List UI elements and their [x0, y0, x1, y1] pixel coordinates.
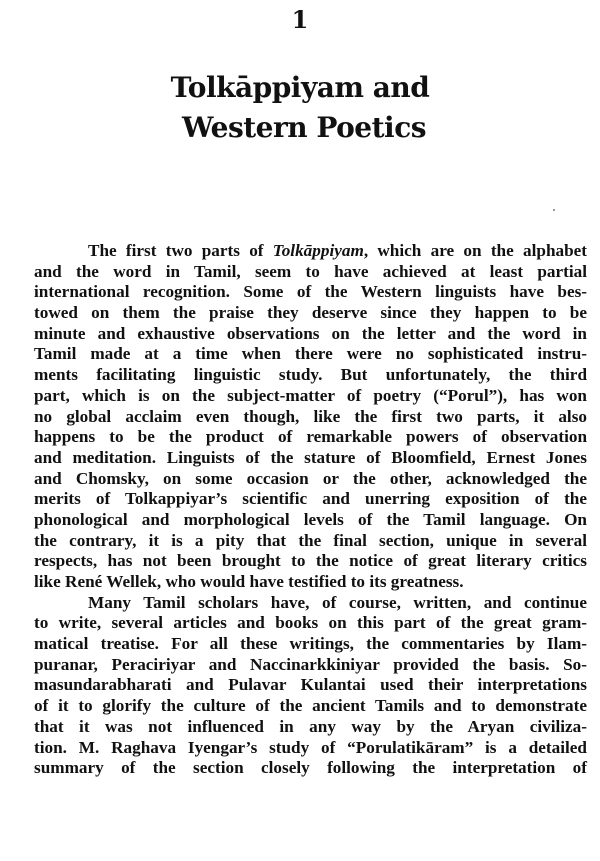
text-line: happens to be the product of remarkable powers of observation [34, 427, 587, 447]
text-line: the contrary, it is a pity that the final section, unique in several [34, 530, 587, 550]
body-text [34, 241, 587, 779]
text-line: phonological and morphological levels of the Tamil language. On [34, 509, 587, 529]
text-line: like René Wellek, who would have testified to its greatness. [34, 572, 464, 591]
text-line: merits of Tolkappiyar’s scientific and unerring exposition of the [34, 489, 587, 509]
text-line: respects, has not been brought to the notice of great literary critics [34, 551, 587, 571]
text-line: matical treatise. For all these writings, the commentaries by Ilam- [34, 634, 587, 654]
text-line: and meditation. Linguists of the stature of Bloomfield, Ernest Jones [34, 447, 587, 467]
text-line: ments facilitating linguistic study. But unfortunately, the third [34, 365, 587, 385]
text-run: Many Tamil scholars have, of course, written, and continue [88, 592, 587, 612]
text-line: no global acclaim even though, like the first two parts, it also [34, 406, 587, 426]
book-title-italic: Tolkāppiyam [272, 241, 364, 260]
text-line [34, 593, 587, 614]
text-line: Tamil made at a time when there were no sophisticated instru- [34, 344, 587, 364]
text-run: The first two parts of [88, 241, 273, 260]
text-line: tion. M. Raghava Iyengar’s study of “Porulatikāram” is a detailed [34, 737, 587, 757]
text-line: that it was not influenced in any way by the Aryan civiliza- [34, 716, 587, 736]
chapter-title-line-1: Tolkāppiyam and [170, 71, 430, 104]
text-line [34, 241, 587, 262]
paragraph-2 [34, 593, 587, 779]
text-line: towed on them the praise they deserve since they happen to be [34, 303, 587, 323]
chapter-number: 1 [291, 5, 309, 34]
chapter-title-line-2: Western Poetics [181, 111, 427, 144]
text-line: masundarabharati and Pulavar Kulantai used their interpretations [34, 675, 587, 695]
paragraph-1 [34, 241, 587, 593]
text-line: and the word in Tamil, seem to have achieved at least partial [34, 261, 587, 281]
text-line: part, which is on the subject-matter of poetry (“Porul”), has won [34, 385, 587, 405]
text-line: and Chomsky, on some occasion or the other, acknowledged the [34, 468, 587, 488]
text-line: minute and exhaustive observations on the letter and the word in [34, 323, 587, 343]
text-line: puranar, Peraciriyar and Naccinarkkiniyar provided the basis. So- [34, 654, 587, 674]
text-line: of it to glorify the culture of the ancient Tamils and to demonstrate [34, 696, 587, 716]
scan-speck [553, 209, 555, 211]
text-line: to write, several articles and books on this part of the great gram- [34, 613, 587, 633]
chapter-title [0, 68, 600, 148]
text-line: summary of the section closely following the interpretation of [34, 758, 587, 778]
text-run: , which are on the alphabet [363, 241, 588, 260]
text-line: international recognition. Some of the Western linguists have bes- [34, 282, 587, 302]
